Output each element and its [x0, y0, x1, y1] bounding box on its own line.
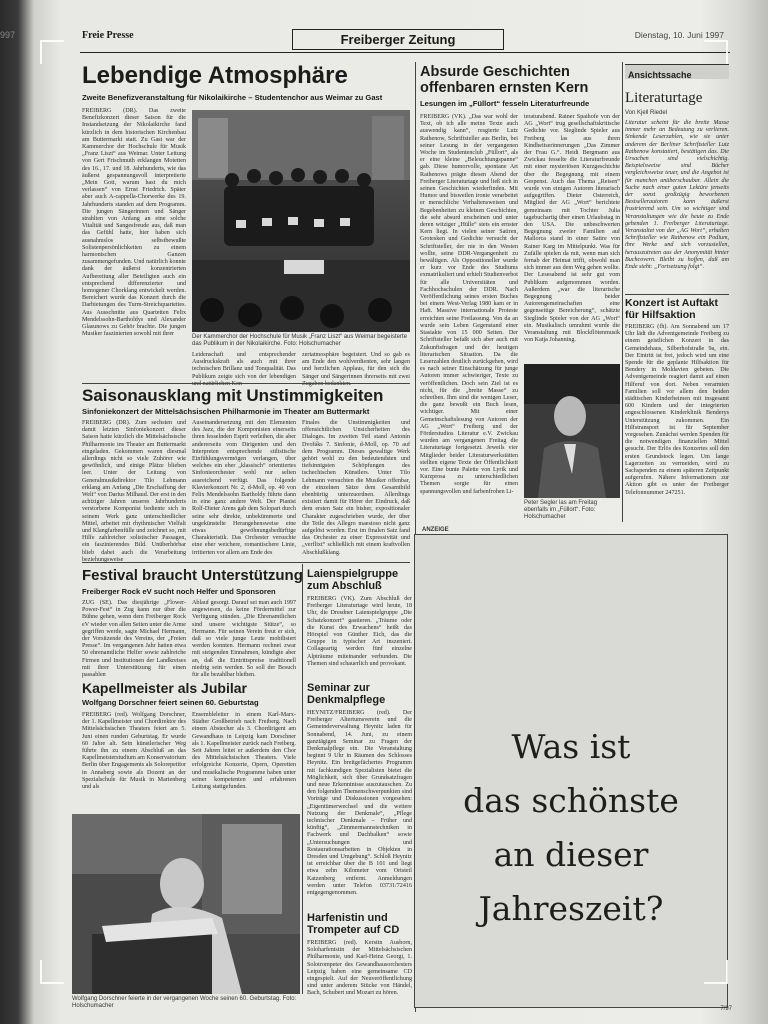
- previous-page-edge: 997: [0, 30, 16, 40]
- dorschner-photo: [72, 814, 300, 994]
- segler-photo-image: [524, 364, 620, 498]
- article2-col1: FREIBERG (DR). Zum sechsten und damit letzten Sinfoniekonzert dieser Saison hatte kürzlich die Mittelsächsische Philharmonie ins Theater am Buttermarkt eingeladen. Gekommen waren diesmal allerdings nicht so viele Zuhörer wie gewöhnlich, und einige Plätze blieben leer. Unter der Leitung von Generalmusikdirektor Tilo Lehmann erklang am Anfang „Die Erschaffung der Welt“ von Darius Milhaud. Der erst in den achtziger Jahren unseres Jahrhunderts verstorbene Komponist bediente sich in seinem Werk ganz unterschiedlicher Mittel, arbeitet mit rhythmischer Vielfalt und Klangfarbenfülle und zeichnet so, mit Hilfe zahlreicher solistischer Passagen, ein faszinierendes Bild. Unüberhörbar blieb dabei auch die Verarbeitung beziehungsweise: [82, 420, 186, 563]
- article1-headline: Lebendige Atmosphäre: [82, 62, 348, 89]
- column-rule-3: [302, 564, 303, 994]
- footer-page-ref: 7/97: [720, 1006, 732, 1012]
- header-rule: [80, 52, 730, 53]
- frame-corner-bottom-right: [704, 960, 728, 984]
- concert-headline: Konzert ist Auftakt für Hilfsaktion: [625, 297, 718, 321]
- article1-col2: Leidenschaft und entsprechender Ausdruckskraft als auch mit ihrer technischen Brillanz und Tonqualität. Das Publikum zeigte sich von der lebendigen und natürlichen Kon-: [192, 352, 296, 387]
- article3-col2: Ablauf gesorgt. Darauf sei man auch 1997 angewiesen, da keine Fördermittel zur Verfügung stünden. „Die Ehrenamtlichen sind unsere wichtigste Stütze“, so Hermann. Für seinen Verein freut er sich, daß so viele junge Leute mobilisiert werden konnten. Hermann rechnet zwar mit steigenden Einnahmen, kündigte aber an, daß die Eintrittspreise traditionell niedrig sein werden. So soll der Besuch für alle bezahlbar bleiben.: [192, 600, 296, 679]
- article2-col2: Auseinandersetzung mit den Elementen des Jazz, die der Komponisten einerseits ihren fesselnden Esprit verleihen, die aber andererseits vom Dirigenten und den Interpreten entsprechende stilistische Einfühlungsvermögen verlangen, über welches ein eher „klassisch“ orientiertes Sinfonieorchester wohl nur selten ausreichend verfügt. Das folgende Klavierkonzert Nr. 2, d-Moll, op. 40 von Felix Mendelssohn Bartholdy führte dann in eine ganz andere Welt. Der Pianist Rolf-Dieter Arens gab dem Solopart durch seine sehr direkte, unbekümmerte und ungekünstelte Herangehensweise eine etwas gewöhnungsbedürftige Charakteristik. Das Orchester versuchte eine eher weichere, romantischere Linie, irritierten vor allem am Ende des: [192, 420, 296, 556]
- ad-box: [414, 534, 728, 1008]
- article8-col1: FREIBERG (VK). „Das war wohl der Text, ob ich alle meine Texte auch auswendig kann“, resgierte Lutz Rathenow, Schriftsteller aus Berlin, bei seiner Lesung in der vergangenen Woche im Studentenclub „Füllort“, als er eine kleine „Beleuchtungspanne“ gab. Diese humorvolle, spontane Art Rathenows prägte diesen Abend der Freiberger Literaturtage und ließ sich in seinen Geschichten wiederfinden. Mit Humor und bisweilen ironie verarbeitet er menschliche Verhaltensweisen und Begebenheiten zu kleinen Geschichten, die sehr absurd erscheinen und unter deren witziger „Hülle“ stets ein ernster Kern liegt. In vielen seiner Satiren, Grotesken und Gedichte versucht der Schriftsteller, der nie in den Westen wollte, seine DDR-Vergangenheit zu bewältigen. Als Oppositioneller wurde er kurz vor Ende des Studiums exmatrikuliert und erhielt Studienverbot für alle Universitäten und Fachhochschulen der DDR. Nach Veröffentlichung seines ersten Buches bei einem West-Verlag 1980 kam er in Haft. Massive internationale Proteste erreichten seine Freilassung. Von da an wurde sein Leben Gegenstand einer Stasiakte von 15 000 Seiten. Der Schriftsteller befaßt sich aber auch mit Zukunftsfragen und der heutigen literarischen Situation. Da die Leserzahlen deutlich zurückgehen, wird es nach seiner Einschätzung für junge Autoren immer schwieriger, Texte zu veröffentlichen. Doch sein Ziel ist es nicht, für die „breite Masse“ zu schreiben. Ihm sind die wenigen Leser, die ganz bewußt ein Buch lesen, wichtiger. Mit einer Gemeinschaftslesung von Autoren der AG „Wort“ Freiberg und der Förderstudios Literatur e.V. Zwickau wurden am vergangenen Freitag die Literaturtage fortgesetzt. Jeweils vier Mitglieder beider Literaturwerkstätten stellten eigene Texte der Öffentlichkeit vor. Eine bunte Palette von Lyrik und Kurzprosa zu unterschiedlichen Themen sorgte für einen spannungsvollen und farbenfrohen Li-: [420, 114, 518, 495]
- ad-slogan: [415, 720, 727, 936]
- article1-col1: FREIBERG (DR). Das zweite Benefizkonzert dieser Saison für die Instandsetzung der Nikolaikirche fand kürzlich in dem historischen Kirchenbau am Buttermarkt statt. Zu Gast war der Kammerchor der Hochschule für Musik „Franz Liszt“ aus Weimar. Unter Leitung von Gert Frischmuth erklangen Motetten des 16., 17. und 18. Jahrhunderts, wie das äußerst gespannungsvoll interpretierte „Mein Gott, warum hast du mich verlassen“ von Ernst Friedrich. Später aber auch A-cappella-Chorwerke des 19. Jahrhunderts standen auf dem Programm. Die jungen Sängerinnen und Sänger strahlten von Anfang an eine solche Vitalität und Sangesfreude aus, daß man das Gefühl hatte, hier haben sich ausnahmslos selbstbewußte Solistenpersönlichkeiten zu einem harmonischen Ganzen zusammengefunden. Und natürlich konnte dank der äußerst konzentrierten Aufbereitung aller Beteiligten auch ein entsprechend differenzierter und homogener Chorklang entwickelt werden. Bereichert wurde das Konzert durch die Darbietungen des Turm-Streichquartettes. Aus Ausschnitte aus Quartetten Felix Mendelssohn-Bartholdys und Alexander Glasunows zu Gehör brachte. Die jungen Musiker faszinierten sowohl mit ihrer: [82, 108, 186, 338]
- article4-col1: FREIBERG (red). Wolfgang Dorschner, der 1. Kapellmeister und Chordirektor des Mittelsächsischen Theaters feiert am 5. Juni einen runden Geburtstag. Er wurde 60 Jahre alt. Sein künstlerischer Weg führte ihn zu einem Abschluß an das Kapellmeisterstudium am Konservatorium Berlin über Engagements als Solorepetitor in Annaberg sowie als Dozent an der Spezialschule für Musik in Marienberg und als: [82, 712, 186, 791]
- article1-col3: zertatmosphäre begeistert. Und so gab es am Ende den wohlverdienten, sehr langen und herzlichen Applaus, für den sich die Sänger und Sängerinnen ihrerseits mit zwei Zugaben bedankten.: [302, 352, 410, 387]
- article1-subhead: Zweite Benefizveranstaltung für Nikolaikirche – Studentenchor aus Weimar zu Gast: [82, 93, 383, 102]
- article4-subhead: Wolfgang Dorschner feiert seinen 60. Geburtstag: [82, 698, 259, 707]
- article2-col3: Finales die Unstimmigkeiten und offensichtlichen Unsicherheiten des Dialoges. Im zweiten Teil stand Antonín Dvořáks 7. Sinfonie, d-Moll, op. 70 auf dem Programm. Dieses gewaltige Werk gehört wohl zu den bedeutendsten und tiefsinnigsten Schöpfungen des tschechischen Künstlers. Unter Tilo Lehmann versuchten die Musiker offenbar, die einzelnen Sätze dem Gesamtbild ebenbürtig unterzuordnen. Allerdings existiert damit für Hörer der Eindruck, daß dem ersten Satz ein bisher, expositionaler Charakter zugeschrieben wurde, der über die Teile des Allegro maestoso nicht ganz aufgelöst worden. Erst im finalen Satz fand das Orchester zu einer Expressivität und „verflixt“ schließlich mit einem kraftvollen Abschlußklang.: [302, 420, 410, 556]
- ad-slogan-line4: Jahreszeit?: [478, 889, 664, 928]
- article4-headline: Kapellmeister als Jubilar: [82, 680, 247, 696]
- article7-headline: Harfenistin und Trompeter auf CD: [307, 912, 400, 936]
- commentary-text: Literatur scheint für die breite Masse immer mehr an Bedeutung zu verlieren. Sinkende Leserzahlen, wie sie unter anderem der Berliner Schriftsteller Lutz Rathenow konstatiert, bestätigen das. Die Ursachen sind vielschichtig. Beispielsweise sind Bücher vergleichsweise teuer, und die Angebot ist für manchen unüberschaubar. Allein die Suche nach einer guten Lektüre jenseits der sonst großzügig beworbenen Bestsellerautoren kann äußerst frustrierend sein. Um so wichtiger sind Veranstaltungen wie die heute zu Ende gehenden 1. Freiberger Literaturtage. Veranstaltet von der „AG Wort“, erhalten Schriftsteller wie Rathenow ein Podium, ihre Werke und sich vorzustellen, herauszutreten aus der Anonymität hinter Buchcovern. Bleibt zu hoffen, daß am Ende steht: „Fortsetzung folgt“.: [625, 120, 729, 271]
- article7-text: FREIBERG (red). Kerstin Ausborn, Soloharfenistin der Mittelsächsischen Philharmonie, und Karl-Heinz Georgi, 1. Solotrompeter des Gewandhausorchesters Leipzig haben eine gemeinsame CD eingespielt. Auf der Neuveröffentlichung sind unter anderem Stücke von Händel, Bach, Schubert und Mozart zu hören.: [307, 940, 412, 997]
- section-label: Freie Presse: [82, 30, 134, 41]
- concert-text: FREIBERG (fh). Am Sonnabend um 17 Uhr lädt die Adventgemeinde Freiberg zu einem geistlichen Konzert in das Gemeindehaus, Silberhofstraße 9a, ein. Der Eintritt ist frei, jedoch wird um eine Spende für die geplante Hilfsaktion für Bendery in Moldavien gebeten. Die Adventgemeinde reagiert damit auf einen Hilferuf von dort. Neben verarmten Familien soll vor allem den beiden städtischen Kinderheimen mit insgesamt 600 Kindern und der integrierten angeschlossenen Kinderklinik Benderys Unterstützung zukommen. Ein Hilfstransport ist für September vorgesehen. Zunächst werden Spenden für die notwendigen finanziellen Mittel gesucht. Der Erlös des Konzertes soll den ersten Grundstock legen. Um lange Lagerzeiten zu vermeiden, wird zu Sachspenden zu einem späteren Zeitpunkt aufgerufen. Nähere Informationen zur Aktion gibt es unter der Freiberger Telefonnummer 247251.: [625, 324, 729, 496]
- article3-subhead: Freiberger Rock eV sucht noch Helfer und Sponsoren: [82, 587, 276, 596]
- dorschner-photo-caption: Wolfgang Dorschner feierte in der vergangenen Woche seinen 60. Geburtstag. Foto: Holschumacher: [72, 996, 297, 1009]
- ad-label: ANZEIGE: [422, 527, 449, 533]
- dorschner-photo-image: [72, 814, 300, 994]
- ad-slogan-line2: das schönste: [463, 781, 679, 820]
- article6-headline: Seminar zur Denkmalpflege: [307, 682, 386, 706]
- newspaper-page: [62, 22, 738, 1018]
- frame-corner-bottom-left: [40, 960, 64, 984]
- article8-col2: teraturabend. Rainer Spaihofe von der AG „Wort“ trug gesellschaftskritische Gedichte vor. Sieglinde Spieler aus Freiberg las aus ihren Kindheitserinnerungen „Das Zimmer der Frau G.“. Heidi Bergmann aus Zwickau fesselte die Literaturfreunde mit einer mysteriösen Kurzgeschichte über die Begegnung mit einem Gespenst. Auch das Thema „Reisen“ wurde von einigen Autoren literarisch aufgegriffen. Dieter Osterreich, Mitglied der AG „Wort“ berichtete gemeinsam mit Tochter Julia tagebuchartig über einen Urlaubstag in den USA. Die unbeschwerten Begegnung zweier Familien auf Mallorca stand in einer Satire von Rainer Karg im Mittelpunkt. Was für Zufälle spielen da mit, wenn man sich fernab der Heimat trifft, obwohl man sich immer aus dem Weg gehen wollte. Der Lesesabend ist sehr gut vom Publikum aufgenommen worden. Außerdem „war die literarische Begegnung beider Autorengemeinschaften eine gegenseitige Bereicherung“, schätzte Sieglinde Spieler von der AG „Wort“ ein. Musikalisch umrahmt wurde die Veranstaltung mit Blockflötenmusik von Katja Johanning.: [524, 114, 620, 344]
- article8-subhead: Lesungen im „Füllort“ fesseln Literaturfreunde: [420, 99, 590, 108]
- sidebar-section-label: Ansichtssache: [628, 70, 692, 80]
- article5-headline: Laienspielgruppe zum Abschluß: [307, 568, 399, 592]
- newspaper-title: Freiberger Zeitung: [292, 29, 504, 50]
- choir-photo-caption: Der Kammerchor der Hochschule für Musik „Franz Liszt“ aus Weimar begeisterte das Publikum in der Nikolaikirche. Foto: Holschumacher: [192, 334, 407, 347]
- choir-photo-image: [192, 110, 410, 332]
- rule-2: [82, 562, 410, 563]
- article2-headline: Saisonausklang mit Unstimmigkeiten: [82, 386, 384, 405]
- frame-corner-top-left: [40, 40, 64, 64]
- article3-col1: ZUG (SE). Das diesjährige „Flower-Power-Fest“ in Zug kann nur über die Bühne gehen, wenn dem Freiberger Rock eV wieder von allen Seiten unter die Arme gegriffen werde, sagte Michael Hermann, der Vorsitzende des Vereins, der „Freien Presse“. Im vergangenen Jahr hatten etwa 50 ehrenamtliche Helfer sowie zahlreiche Firmen und Institutionen der Landkreises mit ihrer Unterstützung für einen passablen: [82, 600, 186, 679]
- column-rule-sidebar: [622, 62, 623, 522]
- article3-headline: Festival braucht Unterstützung: [82, 567, 303, 584]
- issue-date: Dienstag, 10. Juni 1997: [634, 30, 724, 40]
- article6-text: HEYNITZ/FREIBERG (red). Der Freiberger Altertumsverein und die Gemeindeverwaltung Heynitz laden für Sonnabend, 14. Juni, zu einem ganztägigen Seminar zu Fragen der Denkmalpflege ein. Die Veranstaltung beginnt 9 Uhr in Räumen des Schlosses Heynitz. Ein breitgefächertes Programm mit fachkundigen Spezialisten bietet die Möglichkeit, sich über Grundsatzfragen und neue Erkenntnisse auszutauschen. Zu den folgenden Themenschwerpunkten sind Vorträge und Diskussionen vorgesehen: „Eigentümerwechsel und die weitere Nutzung der Denkmale“, „Pflege technischer Denkmale – Früher und künftig“, „Zimmermannstechniken in Fachwerk und Dachbalken“ sowie „Untersuchungen und Restaurationsarbeiten in Objekten in Dresden und Umgebung“. Schloß Heynitz ist erreichbar über die B 101 und liegt etwa zehn Kilometer vom Ortsteil Katzenberg entfernt. Anmeldungen werden unter Telefon 03731/72416 entgegengenommen.: [307, 710, 412, 897]
- segler-photo: [524, 364, 620, 498]
- rule-sidebar: [625, 294, 729, 295]
- article8-headline: Absurde Geschichten offenbaren ernsten Kern: [420, 64, 589, 96]
- ad-slogan-line3: an dieser: [493, 835, 649, 874]
- commentary-title: Literaturtage: [625, 90, 703, 106]
- frame-corner-top-right: [704, 40, 728, 64]
- choir-photo: [192, 110, 410, 332]
- rule-1: [82, 383, 410, 384]
- article5-text: FREIBERG (VK). Zum Abschluß der Freiberger Literaturtage wird heute, 18 Uhr, die Dresdner Laienspielgruppe „Die Schatzkonzert“ gastieren. „Träume oder die Kunst des Erwachens“ heißt das Hörspiel von Günther Eich, das die Gruppe in typischer Art inszeniert. Collageartig werden fünf einzelne Alpträume miteinander verbunden. Die Themen sind schauerlich und provokant.: [307, 596, 412, 667]
- sidebar-label-box: [625, 64, 729, 79]
- article4-col2: Ensembleleiter in einem Karl-Marx-Städter Großbetrieb nach Freiberg. Nach einem Abstecher als 3. Chordirigent am Gewandhaus in Leipzig kam Dorschner als 1. Kapellmeister zurück nach Freiberg. Seit Jahren leitet er außerdem den Chor des Mittelsächsischen Theaters. Viele erfolgreiche Konzerte, Opern, Operetten und musikalische Programme haben unter seiner kompetenten und erfahrenen Leitung stattgefunden.: [192, 712, 296, 791]
- article2-subhead: Sinfoniekonzert der Mittelsächsischen Philharmonie im Theater am Buttermarkt: [82, 407, 370, 416]
- ad-slogan-line1: Was ist: [511, 727, 631, 766]
- segler-photo-caption: Peter Segler las am Freitag ebenfalls im „Füllort“. Foto: Holschumacher: [524, 500, 598, 520]
- commentary-author: Von Kjell Riedel: [625, 110, 668, 116]
